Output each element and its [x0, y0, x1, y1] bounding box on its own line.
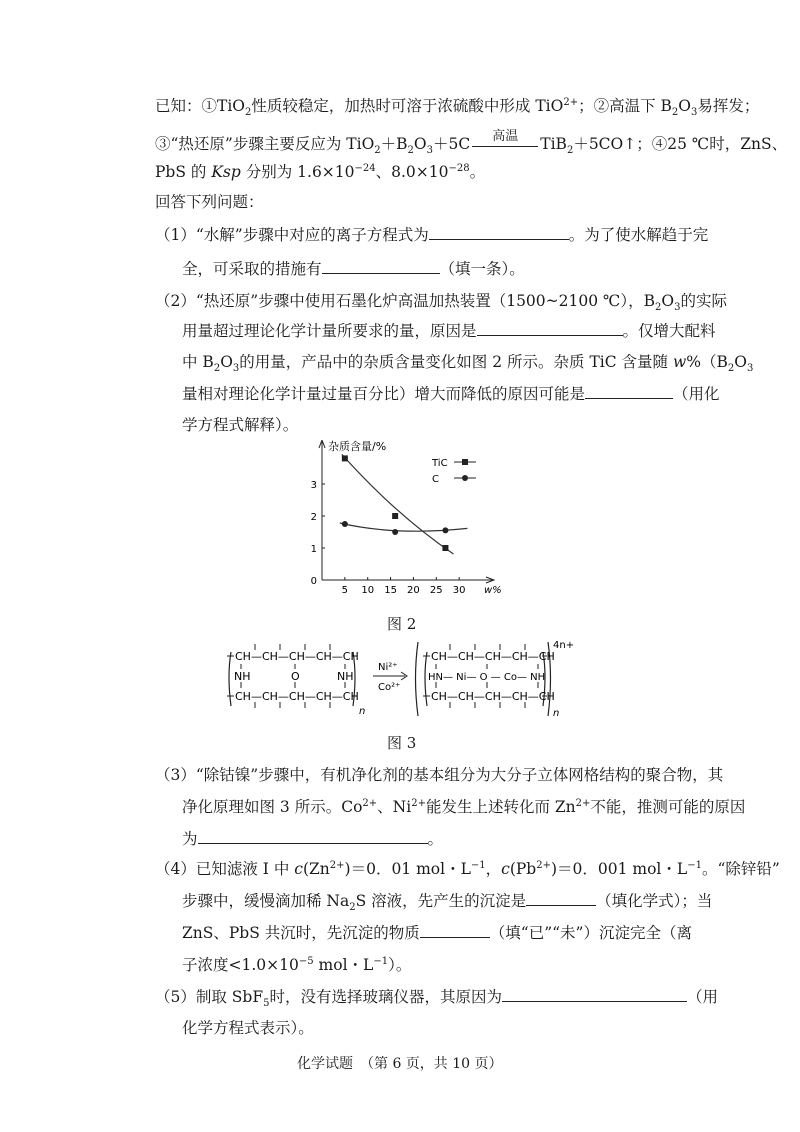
text: 已知：①TiO	[155, 97, 246, 115]
text: mol・L	[313, 956, 374, 974]
q2-line-3	[182, 352, 754, 375]
text: w	[672, 353, 687, 371]
text: 2+	[329, 859, 345, 871]
nh-left: NH	[234, 670, 251, 683]
chain-bottom-right: CH—CH—CH—CH—CH	[431, 690, 555, 703]
q2-line-1	[155, 291, 727, 314]
ion-exchange-arrow	[373, 662, 407, 693]
legend-label: C	[432, 474, 439, 485]
text: 净化原理如图 3 所示。Co	[182, 798, 363, 816]
text: ）。	[388, 956, 412, 974]
x-tick-label: 20	[407, 585, 420, 596]
fig2-caption: 图 2	[387, 615, 417, 633]
q2-line-2	[182, 321, 716, 341]
text: 5	[263, 998, 270, 1010]
text: 3	[691, 107, 698, 119]
text: )＝0．001 mol・L	[550, 860, 688, 878]
text: −5	[298, 955, 314, 967]
text: O	[661, 292, 675, 310]
text: c	[294, 860, 303, 878]
text: 化学方程式表示）。	[182, 1019, 314, 1037]
text: ，	[485, 860, 502, 878]
text: 2	[374, 145, 381, 157]
q2-line-4	[182, 384, 720, 404]
known-line-1	[155, 96, 760, 119]
text: 2+	[536, 859, 551, 871]
y-tick-label: 2	[310, 512, 317, 523]
answer-blank[interactable]	[502, 987, 687, 1002]
text: 用量超过理论化学计量所要求的量，原因是	[182, 322, 477, 340]
text: （4）已知滤液 I 中	[155, 860, 295, 878]
text: O	[220, 353, 233, 371]
text: 易挥发；	[697, 97, 760, 115]
answer-blank[interactable]	[477, 321, 623, 336]
known-line-2	[155, 129, 788, 157]
text: 。为了使水解趋于完	[568, 226, 709, 244]
data-point-C	[442, 527, 448, 533]
data-point-TiC	[342, 455, 348, 461]
answer-prompt: 回答下列问题：	[155, 193, 264, 211]
text: （填一条）。	[439, 260, 525, 278]
text: 中 B	[182, 353, 214, 371]
text: )＝0．01 mol・L	[344, 860, 471, 878]
page-footer: 化学试题 （第 6 页，共 10 页）	[297, 1056, 503, 1072]
text: ＋5C	[433, 135, 471, 153]
text: 。仅增大配料	[622, 322, 716, 340]
text: 2+	[411, 797, 426, 809]
text: 2	[213, 363, 221, 375]
text: ＋5CO↑；④25 ℃时，ZnS、	[573, 135, 788, 153]
text: 3	[232, 363, 240, 375]
o-left: O	[291, 670, 300, 683]
q1-line-2	[182, 259, 525, 279]
text: 2	[566, 145, 574, 157]
text: （5）制取 SbF	[155, 988, 264, 1006]
q3-line-1	[155, 765, 723, 785]
text: O	[413, 135, 427, 153]
text: 、8.0×10	[375, 163, 449, 181]
text: S 溶液，先产生的沉淀是	[355, 892, 527, 910]
text: 量相对理论化学计量过量百分比）增大而降低的原因可能是	[182, 385, 586, 403]
q1-line-1	[155, 225, 708, 245]
text: 2	[655, 302, 662, 314]
text: 不能，推测可能的原因	[590, 798, 746, 816]
reaction-condition: 高温	[492, 129, 519, 144]
q4-line-3	[182, 923, 692, 943]
text: −1	[687, 859, 702, 871]
figure-3-polymer-diagram	[225, 636, 585, 726]
text: 2	[245, 107, 252, 119]
text: −24	[354, 162, 376, 174]
q2-line-5	[182, 415, 298, 435]
charge-label: 4n+	[553, 640, 575, 651]
data-point-TiC	[442, 545, 448, 551]
chain-bottom-left: CH—CH—CH—CH—CH	[235, 690, 359, 703]
text: %（B	[686, 353, 728, 371]
text: −1	[470, 859, 486, 871]
text: 3	[426, 145, 434, 157]
product-complex	[416, 640, 575, 719]
text: 2	[727, 363, 735, 375]
text: 2	[407, 145, 414, 157]
y-axis-label: 杂质含量/%	[328, 440, 387, 453]
fig3-caption: 图 3	[387, 734, 417, 752]
text: 3	[746, 363, 754, 375]
text: 子浓度<1.0×10	[182, 956, 299, 974]
text: −1	[373, 955, 389, 967]
answer-blank[interactable]	[585, 384, 673, 399]
legend-marker-circle	[462, 475, 468, 481]
chain-top-right: CH—CH—CH—CH—CH	[431, 650, 555, 663]
answer-blank[interactable]	[526, 891, 596, 906]
q3-line-3	[182, 829, 443, 849]
text: 2	[671, 107, 679, 119]
text: ；②高温下 B	[578, 97, 672, 115]
text: （填化学式）；当	[596, 892, 713, 910]
text: 2+	[362, 797, 378, 809]
answer-blank[interactable]	[420, 923, 490, 938]
text: 。“除锌铅”	[701, 860, 780, 878]
answer-blank[interactable]	[198, 829, 428, 844]
data-point-TiC	[392, 513, 398, 519]
data-point-C	[342, 521, 348, 527]
text: 。	[427, 830, 444, 848]
text: （1）“水解”步骤中对应的离子方程式为	[155, 226, 429, 244]
text: 能发生上述转化而 Zn	[425, 798, 576, 816]
y-tick-label: 3	[310, 480, 317, 491]
impurity-chart	[300, 440, 520, 610]
text: 。	[469, 163, 486, 181]
text: 的实际	[680, 292, 727, 310]
answer-blank[interactable]	[322, 259, 440, 274]
q5-line-1	[155, 987, 718, 1010]
x-tick-label: 5	[341, 585, 349, 596]
text: O	[678, 97, 691, 115]
legend-label: TiC	[432, 458, 448, 469]
answer-blank[interactable]	[429, 225, 569, 240]
text: TiB	[540, 135, 567, 153]
chain-top-left: CH—CH—CH—CH—CH	[235, 650, 359, 663]
text: （填“已”“未”）沉淀完全（离	[489, 924, 692, 942]
text: ZnS、PbS 共沉时，先沉淀的物质	[182, 924, 420, 942]
text: 性质较稳定，加热时可溶于浓硫酸中形成 TiO	[251, 97, 564, 115]
y-tick-label: 1	[310, 544, 317, 555]
metal-chelate: HN— Ni— O — Co— NH	[428, 672, 546, 683]
arrow-label-ni: Ni²⁺	[378, 662, 398, 673]
y-tick-label: 0	[310, 576, 317, 587]
text: −28	[448, 162, 470, 174]
known-line-3	[155, 162, 485, 182]
nh-right: NH	[337, 670, 354, 683]
x-tick-label: 30	[452, 585, 466, 596]
text: 分别为 1.6×10	[240, 163, 355, 181]
text: 步骤中，缓慢滴加稀 Na	[182, 892, 350, 910]
series-line-TiC	[342, 454, 454, 554]
reaction-arrow	[470, 129, 540, 155]
text: （3）“除钴镍”步骤中，有机净化剂的基本组分为大分子立体网格结构的聚合物，其	[155, 766, 724, 784]
x-tick-label: 25	[429, 585, 443, 596]
text: O	[734, 353, 747, 371]
text: ＋B	[380, 135, 408, 153]
q3-line-2	[182, 797, 745, 817]
q5-line-2	[182, 1018, 314, 1038]
subscript-n: n	[553, 708, 560, 719]
text: 2+	[563, 96, 579, 108]
text: 2	[349, 902, 356, 914]
text: ③“热还原”步骤主要反应为 TiO	[155, 135, 375, 153]
q4-line-2	[182, 891, 713, 914]
text: c	[501, 860, 510, 878]
text: Ksp	[211, 163, 241, 181]
arrow-label-co: Co²⁺	[378, 682, 401, 693]
text: 学方程式解释）。	[182, 416, 299, 434]
text: （用	[686, 988, 718, 1006]
text: 为	[182, 830, 198, 848]
text: 3	[674, 302, 681, 314]
text: 全，可采取的措施有	[182, 260, 322, 278]
x-axis-label: w%	[484, 585, 502, 596]
data-point-C	[392, 529, 398, 535]
text: (Zn	[302, 860, 330, 878]
text: （用化	[673, 385, 720, 403]
text: (Pb	[509, 860, 537, 878]
q4-line-1	[155, 859, 780, 879]
subscript-n: n	[359, 706, 366, 717]
legend-marker-square	[462, 459, 468, 465]
text: 2+	[575, 797, 591, 809]
x-tick-label: 10	[361, 585, 375, 596]
text: 、Ni	[377, 798, 412, 816]
text: PbS 的	[155, 163, 212, 181]
text: 时，没有选择玻璃仪器，其原因为	[269, 988, 502, 1006]
reactant-polymer	[227, 644, 365, 717]
text: 的用量，产品中的杂质含量变化如图 2 所示。杂质 TiC 含量随	[239, 353, 673, 371]
x-tick-label: 15	[384, 585, 397, 596]
q4-line-4	[182, 955, 411, 975]
text: （2）“热还原”步骤中使用石墨化炉高温加热装置（1500~2100 ℃），B	[155, 292, 655, 310]
